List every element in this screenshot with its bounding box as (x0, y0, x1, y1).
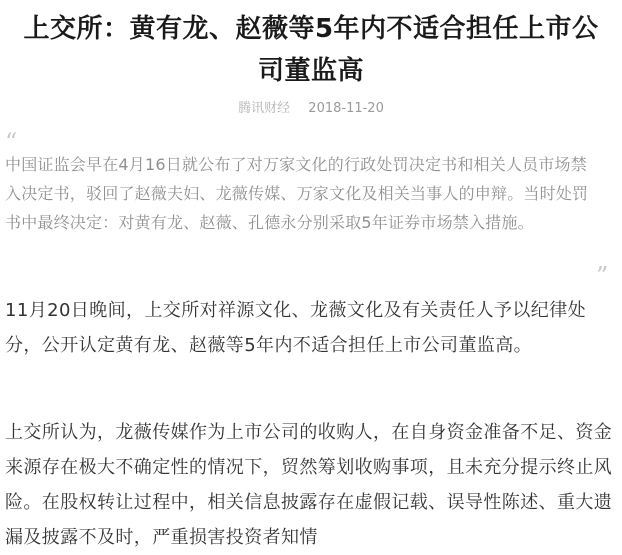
article-title: 上交所：黄有龙、赵薇等5年内不适合担任上市公司董监高 (23, 14, 599, 86)
body-paragraph: 上交所认为，龙薇传媒作为上市公司的收购人，在自身资金准备不足、资金来源存在极大不确定性的情况下，贸然筹划收购事项，且未充分提示终止风险。在股权转让过程中，相关信息披露存在虚假记载、误导性陈述、重大遗漏及披露不及时，严重损害投资者知情 (5, 422, 613, 548)
article-meta (0, 101, 622, 117)
article-source: 腾讯财经 (238, 101, 291, 116)
summary-quote: 中国证监会早在4月16日就公布了对万家文化的行政处罚决定书和相关人员市场禁入决定书，驳回了赵薇夫妇、龙薇传媒、万家文化及相关当事人的申辩。当时处罚书中最终决定：对黄有龙、赵薇、孔德永分别采取5年证券市场禁入措施。 (5, 155, 589, 232)
body-paragraph: 11月20日晚间，上交所对祥源文化、龙薇文化及有关责任人予以纪律处分，公开认定黄有龙、赵薇等5年内不适合担任上市公司董监高。 (5, 300, 587, 356)
article-date: 2018-11-20 (308, 101, 384, 116)
open-quote-icon: “ (5, 128, 18, 156)
close-quote-icon: ” (596, 262, 609, 290)
